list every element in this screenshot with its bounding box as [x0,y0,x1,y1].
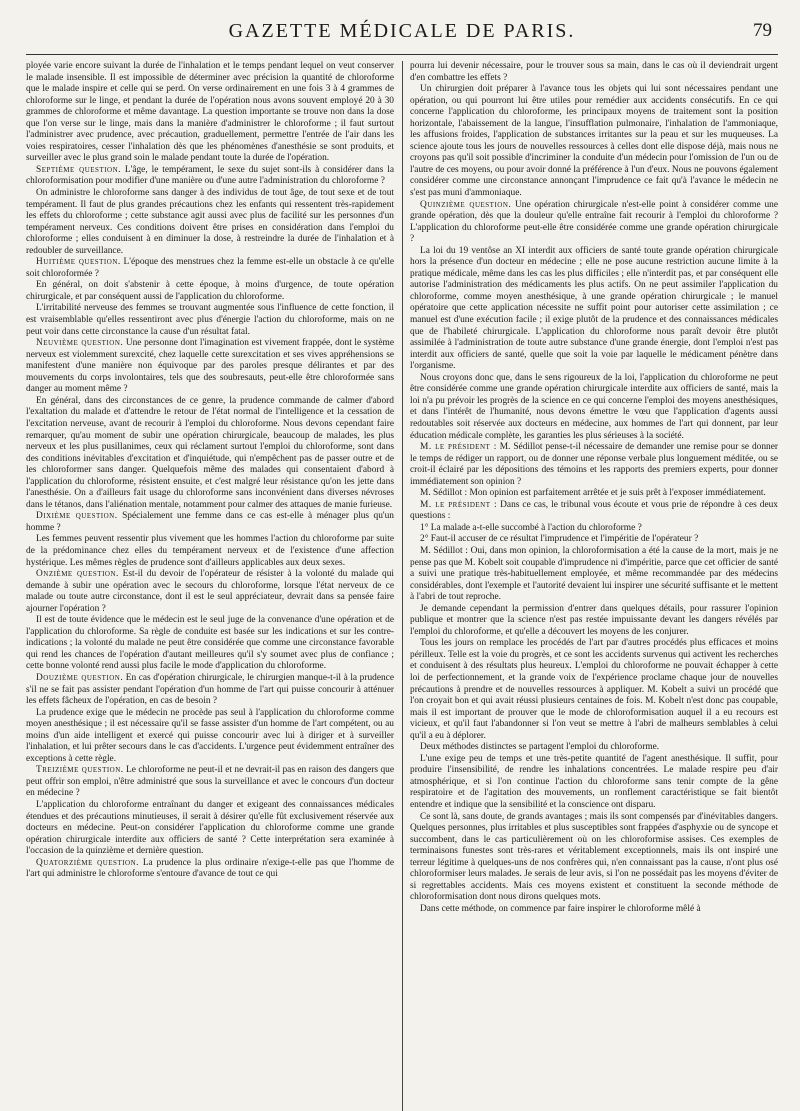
paragraph-text: La prudence la plus ordinaire n'exige-t-elle pas que l'homme de l'art qui administre le chloroforme s'entoure d'avance de tout ce qui [26,857,394,880]
question-label: Quinzième question. [420,199,512,210]
paragraph [26,511,394,534]
paragraph-text: ployée varie encore suivant la durée de l'inhalation et le temps pendant lequel on veut conserver le malade insensible. Il est impossible de déterminer avec précision la quantité de chloroforme que le malade inspire et celle qui se perd. On verse ordinairement en une fois 3 à 4 grammes de chloroforme sur le linge, et pendant la durée de l'opération nous avons souvent employé 20 à 30 grammes de chloroforme et même davantage. La question importante se trouve non dans la dose que l'on verse sur le linge, mais dans la manière d'administrer le chloroforme ; il faut surtout l'administrer avec prudence, avec précaution, graduellement, permettre l'entrée de l'air dans les voies respiratoires, cesser l'inhalation dès que les phénomènes d'anesthésie se sont produits, et surveiller avec le plus grand soin le malade pendant toute la durée de l'opération. [26,61,394,164]
question-label: M. le président : [420,499,498,510]
paragraph [26,765,394,800]
paragraph [410,373,778,442]
paragraph-text: Spécialement une femme dans ce cas est-elle à ménager plus qu'un homme ? [26,511,394,533]
text-columns [26,61,778,1111]
paragraph-text: Il est de toute évidence que le médecin est le seul juge de la convenance d'une opération et de l'application du chloroforme. Sa règle de conduite est basée sur les indications et sur les contre-indications ; la volonté du malade ne peut être considérée que comme une circonstance favorable qui rend les chances de l'opération d'autant meilleures qu'il s'y soumet avec plus de confiance ; cette bonne volonté rend aussi plus facile le mode d'application du chloroforme. [26,615,394,672]
paragraph [410,61,778,84]
question-label: M. le président : [420,442,497,453]
paragraph-text: La prudence exige que le médecin ne procède pas seul à l'application du chloroforme comme moyen anesthésique ; il est nécessaire qu'il se fasse assister d'un homme de l'art compétent, ou au moins d'un aide intelligent et exercé qui puisse concourir avec lui à diriger et à surveiller l'inhalation, et lui prêter secours dans le cas d'accidents. L'urgence peut évidemment entraîner des exceptions à cette règle. [26,707,394,764]
left-column [26,61,394,1111]
right-column [410,61,778,1111]
paragraph-text: Je demande cependant la permission d'entrer dans quelques détails, pour rassurer l'opinion publique et montrer que la science n'est pas restée impuissante devant les dangers révélés par l'emploi du chloroforme, et qu'elle a découvert les moyens de les conjurer. [410,603,778,637]
paragraph-text: Les femmes peuvent ressentir plus vivement que les hommes l'action du chloroforme par suite de la prédominance chez elles du tempérament nerveux et de l'existence d'une affection hystérique. Les mêmes règles de prudence sont d'ailleurs applicables aux deux sexes. [26,534,394,568]
paragraph-text: Nous croyons donc que, dans le sens rigoureux de la loi, l'application du chloroforme ne peut être considérée comme une grande opération chirurgicale interdite aux officiers de santé, mais la loi n'a pu prévoir les progrès de la science en ce qui concerne l'emploi des moyens anesthésiques, et dans l'intérêt de l'humanité, nous devons émettre le vœu que l'application d'agents aussi redoutables soit réservée aux docteurs en médecine, aux hommes de l'art qui donnent, par leur éducation médicale complète, les garanties les plus sérieuses à la société. [410,372,778,441]
paragraph-text: On administre le chloroforme sans danger à des individus de tout âge, de tout sexe et de tout tempérament. Il faut de plus grandes précautions chez les enfants qui ressentent très-rapidement les effets du chloroforme ; cette substance agit aussi avec plus de facilité sur les personnes d'un tempérament nerveux. Ces conditions doivent être prises en considération dans l'emploi du chloroforme ; elles conduisent à en diminuer la dose, à restreindre la durée de l'inhalation et à redoubler de surveillance. [26,188,394,256]
paragraph [410,638,778,742]
paragraph-text: 1° La malade a-t-elle succombé à l'action du chloroforme ? [420,522,642,533]
paragraph [26,708,394,766]
paragraph-text: La loi du 19 ventôse an XI interdit aux officiers de santé toute grande opération chirurgicale hors la présence d'un docteur en médecine ; elle ne pose aucune restriction aucune limite à la pratique médicale, même dans les cas les plus difficiles ; elle n'interdit pas, et par conséquent elle autorise l'administration des médicaments les plus actifs. On ne peut assimiler l'application du chloroforme, comme moyen anesthésique, à une grande opération chirurgicale ; le manuel opératoire que cette application nécessite ne suffit point pour autoriser cette assimilation ; ce manuel est d'une exécution facile ; il exige plutôt de la prudence et des connaissances médicales que de l'habileté chirurgicale. L'application du chloroforme nous paraît devoir être plutôt assimilée à l'administration de toute autre substance d'une grande énergie, dont l'emploi n'est pas interdit aux officiers de santé, quelle que soit la voie par laquelle le médicament pénètre dans l'organisme. [410,245,778,372]
paragraph-text: L'âge, le tempérament, le sexe du sujet sont-ils à considérer dans la chloroformisation pour modifier d'une manière ou d'une autre l'administration du chloroforme ? [26,164,394,187]
paragraph-text: En général, on doit s'abstenir à cette époque, à moins d'urgence, de toute opération chirurgicale, et par conséquent aussi de l'application du chloroforme. [26,280,394,302]
paragraph [26,800,394,858]
paragraph-text: 2° Faut-il accuser de ce résultat l'imprudence et l'impéritie de l'opérateur ? [420,534,699,545]
question-label: Onzième question. [36,569,119,580]
paragraph [26,280,394,303]
paragraph-text: Une personne dont l'imagination est vivement frappée, dont le système nerveux est violemment surexcité, chez laquelle cette surexcitation et ses vives appréhensions se manifestent d'une manière non équivoque par des paroles presque délirantes et par des mouvements du corps involontaires, tels que des soubresauts, peut-elle être chloroformée sans danger au moment même ? [26,338,394,395]
paragraph-text: L'irritabilité nerveuse des femmes se trouvant augmentée sous l'influence de cette fonction, il est vraisemblable qu'elles ressentiront avec plus d'énergie l'action du chloroforme, mais on ne peut voir dans cette circonstance la cause d'un résultat fatal. [26,303,394,337]
question-label: Treizième question. [36,765,124,776]
paragraph [26,338,394,396]
paragraph-text: M. Sédillot : Oui, dans mon opinion, la chloroformisation a été la cause de la mort, mais je ne pense pas que M. Kobelt soit coupable d'imprudence ni d'impéritie, parce que cet officier de santé a suivi une pratique très-habituellement employée, et même recommandée par des médecins considérables, dont l'exemple et l'autorité devaient lui inspirer une sécurité suffisante et le mettent à l'abri de tout reproche. [410,545,778,603]
paragraph [410,84,778,199]
paragraph-text: Dans cette méthode, on commence par faire inspirer le chloroforme mêlé à [420,903,701,914]
question-label: Huitième question. [36,257,121,268]
paragraph [410,604,778,639]
paragraph-text: En cas d'opération chirurgicale, le chirurgien manque-t-il à la prudence s'il ne se fait pas assister pendant l'opération d'un homme de l'art qui puisse concourir à atténuer les effets fâcheux de l'opération, en cas de besoin ? [26,672,394,707]
question-label: Septième question. [36,164,122,175]
paragraph [410,812,778,904]
paragraph [26,303,394,338]
paragraph [410,523,778,535]
paragraph [410,488,778,500]
paragraph [26,188,394,257]
paragraph [26,673,394,708]
page-header [26,14,778,55]
paragraph-text: En général, dans des circonstances de ce genre, la prudence commande de calmer d'abord l'exaltation du malade et d'attendre le retour de l'état normal de l'intelligence et la cessation de l'excitation nerveuse, avant de recourir à l'emploi du chloroforme. Nous devons cependant faire remarquer, qu'au moment de subir une opération chirurgicale, beaucoup de malades, les plus nerveux et les plus pusillanimes, ceux qui réclament surtout l'emploi du chloroforme, sont dans des conditions inévitables d'excitation et d'inquiétude, qui n'empêchent pas de passer outre et de les chloroformer sans danger. Quelquefois même des malades qui consentaient d'abord à l'application du chloroforme, résistent ensuite, et c'est malgré leur résistance qu'on les jette dans l'anesthésie. On a d'ailleurs fait usage du chloroforme sans inconvénient dans diverses névroses dans le tétanos, dans l'aliénation mentale, notamment pour calmer des attaques de manie furieuse. [26,395,394,510]
paragraph-text: Deux méthodes distinctes se partagent l'emploi du chloroforme. [420,742,660,753]
paragraph [26,61,394,165]
paragraph-text: Un chirurgien doit préparer à l'avance tous les objets qui lui sont nécessaires pendant une opération, ou qui pourront lui être utiles pour remédier aux accidents consécutifs. En ce qui concerne l'application du chloroforme, les principaux moyens de traitement sont la position horizontale, l'abaissement de la langue, l'insufflation pulmonaire, l'inhalation de l'ammoniaque, les affusions froides, l'application de substances irritantes sur la peau et sur les muqueuses. La science ajoute tous les jours de nouvelles ressources à celles dont elle dispose déjà, mais nous ne croyons pas qu'il soit possible d'incriminer la conduite d'un médecin pour l'omission de l'un ou de l'autre de ces moyens, ou pour avoir donné la préférence à l'un d'eux. Nous ne pouvons également considérer comme une circonstance annonçant l'imprudence ce fait qu'à l'avance le médecin ne s'est pas muni d'ammoniaque. [410,84,778,199]
question-label: Quatorzième question. [36,857,140,868]
question-label: Dixième question. [36,511,118,522]
question-label: Neuvième question. [36,338,124,349]
paragraph [410,200,778,246]
paragraph-text: Est-il du devoir de l'opérateur de résister à la volonté du malade qui demande à subir une opération avec le secours du chloroforme, lorsque l'état nerveux de ce malade ou toute autre circonstance, dont il est le seul appréciateur, devrait dans sa pensée faire ajourner l'opération ? [26,569,394,614]
page-number: 79 [753,20,772,41]
question-label: Douzième question. [36,672,124,683]
paragraph [26,396,394,511]
paragraph [26,569,394,615]
paragraph [410,500,778,523]
running-title: GAZETTE MÉDICALE DE PARIS. [228,20,576,42]
paragraph [26,534,394,569]
paragraph [410,442,778,488]
paragraph [26,615,394,673]
paragraph [410,246,778,373]
paragraph [410,534,778,546]
paragraph-text: M. Sédillot : Mon opinion est parfaitement arrêtée et je suis prêt à l'exposer immédiatement. [420,488,766,499]
paragraph-text: Tous les jours on remplace les procédés de l'art par d'autres procédés plus efficaces et moins périlleux. Telle est la voie du progrès, et ce sont les accidents survenus qui activent les recherches et conduisent à des résultats plus heureux. L'emploi du chloroforme ne pouvait échapper à cette loi de perfectionnement, et la grande voix de l'expérience proclame chaque jour de nouvelles précautions à prendre et de nouvelles ressources à appliquer. M. Kobelt a suivi un procédé que l'on croyait bon et qui avait réussi plusieurs centaines de fois. M. Kobelt n'est donc pas coupable, mais il est important de prouver que le mode de chloroformisation auquel il a eu recours est vicieux, et qu'il faut l'abandonner si l'on veut se mettre à l'abri de malheurs semblables à celui qu'il a eu à déplorer. [410,638,778,741]
paragraph [410,904,778,916]
paragraph [26,257,394,280]
paragraph-text: Le chloroforme ne peut-il et ne devrait-il pas en raison des dangers que peut offrir son emploi, n'être administré que sous la surveillance et avec le concours d'un docteur en médecine ? [26,765,394,799]
paragraph-text: L'époque des menstrues chez la femme est-elle un obstacle à ce qu'elle soit chloroformée ? [26,257,394,279]
paragraph [410,754,778,812]
paragraph-text: L'une exige peu de temps et une très-petite quantité de l'agent anesthésique. Il suffit, pour produire l'insensibilité, de rendre les inhalations concentrées. Le malade respire peu d'air atmosphérique, et si l'on continue l'action du chloroforme sans tenir compte de la gêne respiratoire et de l'agitation des mouvements, un ronflement caractéristique se fait bientôt entendre et indique que la sensibilité et la conscience ont disparu. [410,753,778,810]
paragraph-text: Une opération chirurgicale n'est-elle point à considérer comme une grande opération, dès que la douleur qu'elle entraîne fait recourir à l'emploi du chloroforme ? L'application du chloroforme peut-elle être considérée comme une grande opération chirurgicale ? [410,199,778,245]
paragraph [26,165,394,188]
paragraph [26,858,394,881]
paragraph [410,546,778,604]
paragraph [410,742,778,754]
paragraph-text: pourra lui devenir nécessaire, pour le trouver sous sa main, dans le cas où il deviendrait urgent d'en combattre les effets ? [410,61,778,83]
paragraph-text: M. Sédillot pense-t-il nécessaire de demander une remise pour se donner le temps de rédiger un rapport, ou de donner une réponse verbale plus longuement méditée, ou se croit-il éclairé par les dépositions des témoins et les rapports des premiers experts, pour donner immédiatement son opinion ? [410,442,778,487]
paragraph-text: Ce sont là, sans doute, de grands avantages ; mais ils sont compensés par d'inévitables dangers. Quelques personnes, plus irritables et plus susceptibles sont frappées d'asphyxie ou de syncope et succombent, dans le cas particulièrement où on les chloroformise assises. Ces exemples de terminaisons funestes sont très-rares et véritablement exceptionnels, mais ils ont inspiré une terreur légitime à quelques-uns de nos confrères qui, n'en connaissant pas la cause, n'ont plus osé chloroformiser leurs malades. Je serais de leur avis, si l'on ne possédait pas les moyens d'éviter de si regrettables accidents. Mais ces moyens existent et constituent la seconde méthode de chloroformisation dont nous dirons quelques mots. [410,811,778,903]
paragraph-text: L'application du chloroforme entraînant du danger et exigeant des connaissances médicales étendues et des précautions minutieuses, il serait à désirer qu'elle fût exclusivement réservée aux docteurs en médecine. Peut-on considérer l'application du chloroforme comme une grande opération chirurgicale interdite aux officiers de santé ? Cette interprétation sera examinée à l'occasion de la quinzième et dernière question. [26,800,394,857]
paragraph-text: Dans ce cas, le tribunal vous écoute et vous prie de répondre à ces deux questions : [410,499,778,522]
